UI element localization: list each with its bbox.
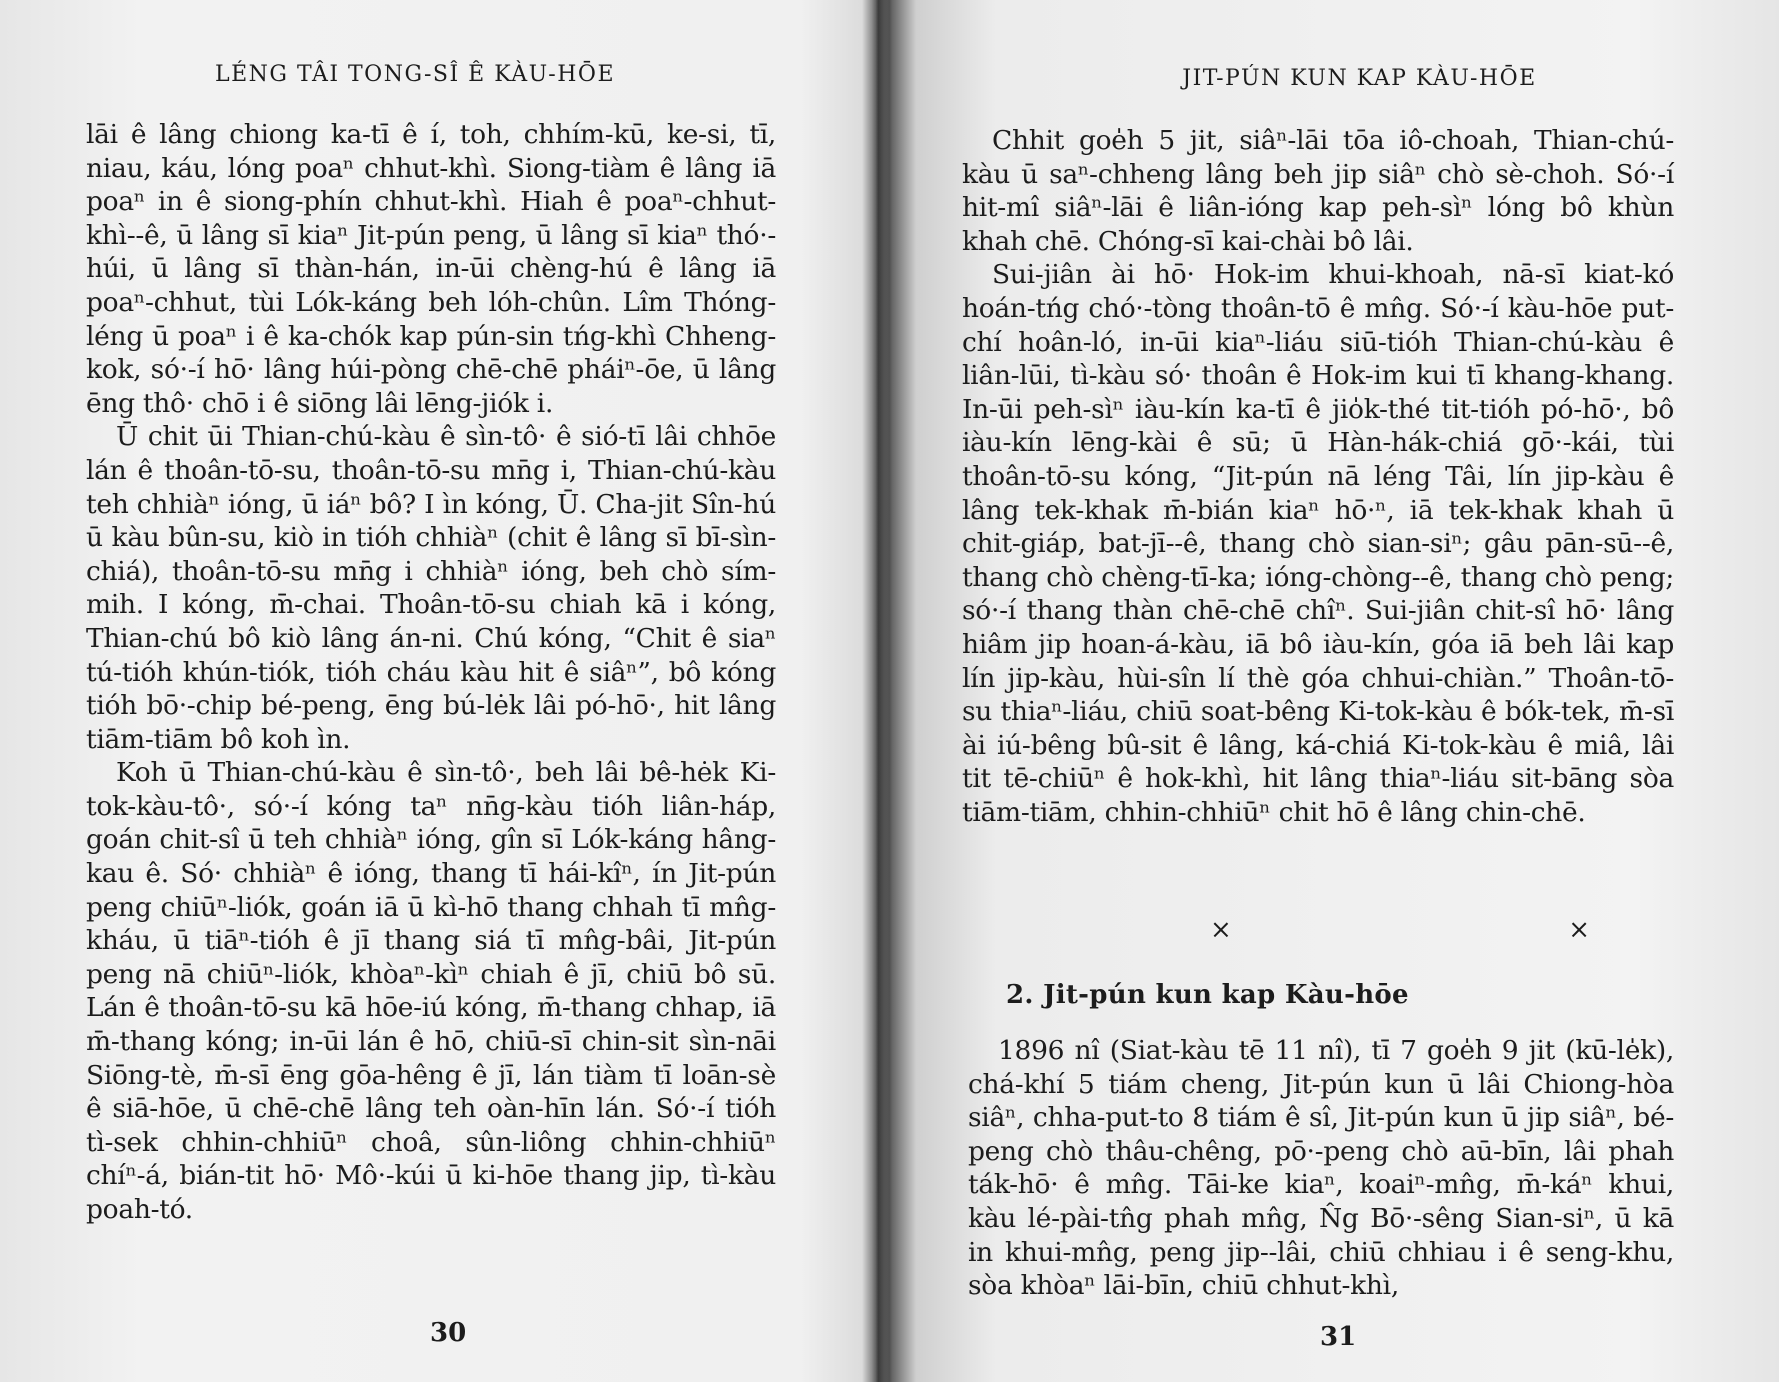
section-separator xyxy=(1210,915,1590,945)
paragraph: 1896 nî (Siat-kàu tē 11 nî), tī 7 goe̍h 9 jit (kū-le̍k), chá-khí 5 tiám cheng, Jit-pún kun ū lâi Chiong-hòa siâⁿ, chha-put-to 8 tiám ê sî, Jit-pún kun ū jip siâⁿ, bé-peng chò thâu-chêng, pō·-peng chò aū-bīn, lâi phah ták-hō· ê mn̂g. Tāi-ke kiaⁿ, koaiⁿ-mn̂g, m̄-káⁿ khui, kàu lé-pài-tn̂g phah mn̂g, N̂g Bō·-sêng Sian-siⁿ, ū kā in khui-mn̂g, peng jip--lâi, chiū chhiau i ê seng-khu, sòa khòaⁿ lāi-bīn, chiū chhut-khì, xyxy=(968,1035,1674,1302)
body-text xyxy=(962,124,1674,829)
running-head: LÉNG TÂI TONG-SÎ Ê KÀU-HŌE xyxy=(214,62,615,87)
paragraph: Sui-jiân ài hō· Hok-im khui-khoah, nā-sī kiat-kó hoán-tńg chó·-tòng thoân-tō ê mn̂g. Só·-í kàu-hōe put-chí hoân-ló, in-ūi kiaⁿ-liáu siū-tióh Thian-chú-kàu ê liân-lūi, tì-kàu só· thoân ê Hok-im kui tī khang-khang. In-ūi peh-sìⁿ iàu-kín ka-tī ê jio̍k-thé tit-tióh pó-hō·, bô iàu-kín lēng-kài ê sū; ū Hàn-hák-chiá gō·-kái, tùi thoân-tō-su kóng, “Jit-pún nā léng Tâi, lín jip-kàu ê lâng tek-khak m̄-bián kiaⁿ hō·ⁿ, iā tek-khak khah ū chit-giáp, bat-jī--ê, thang chò sian-siⁿ; gâu pān-sū--ê, thang chò chèng-tī-ka; ióng-chòng--ê, thang chò peng; só·-í thang thàn chē-chē chîⁿ. Sui-jiân chit-sî hō· lâng hiâm jip hoan-á-kàu, iā bô iàu-kín, góa iā beh lâi kap lín jip-kàu, hùi-sîn lí thè góa chhui-chiàn.” Thoân-tō-su thiaⁿ-liáu, chiū soat-bêng Ki-tok-kàu ê bók-tek, m̄-sī ài iú-bêng bû-sit ê lâng, ká-chiá Ki-tok-kàu ê miâ, lâi tit tē-chiūⁿ ê hok-khì, hit lâng thiaⁿ-liáu sit-bāng sòa tiām-tiām, chhin-chhiūⁿ chit hō ê lâng chin-chē. xyxy=(962,259,1674,828)
page-number: 30 xyxy=(430,1318,467,1348)
paragraph: Koh ū Thian-chú-kàu ê sìn-tô·, beh lâi bê-hėk Ki-tok-kàu-tô·, só·-í kóng taⁿ nn̄g-kàu tióh liân-háp, goán chit-sî ū teh chhiàⁿ ióng, gîn sī Lók-káng hâng-kau ê. Só· chhiàⁿ ê ióng, thang tī hái-kîⁿ, ín Jit-pún peng chiūⁿ-liók, goán iā ū kì-hō thang chhah tī mn̂g-kháu, ū tiāⁿ-tióh ê jī thang siá tī mn̂g-bâi, Jit-pún peng nā chiūⁿ-liók, khòaⁿ-kìⁿ chiah ê jī, chiū bô sū. Lán ê thoân-tō-su kā hōe-iú kóng, m̄-thang chhap, iā m̄-thang kóng; in-ūi lán ê hō, chiū-sī chin-sit sìn-nāi Siōng-tè, m̄-sī ēng gōa-hêng ê jī, lán tiàm tī loān-sè ê siā-hōe, ū chē-chē lâng teh oàn-hīn lán. Só·-í tióh tì-sek chhin-chhiūⁿ choâ, sûn-liông chhin-chhiūⁿ chíⁿ-á, bián-tit hō· Mô·-kúi ū ki-hōe thang jip, tì-kàu poah-tó. xyxy=(86,757,776,1225)
separator-mark: × xyxy=(1568,915,1590,945)
paragraph: Chhit goe̍h 5 jit, siâⁿ-lāi tōa iô-choah, Thian-chú-kàu ū saⁿ-chheng lâng beh jip siâⁿ chò sè-choh. Só·-í hit-mî siâⁿ-lāi ê liân-ióng kap peh-sìⁿ lóng bô khùn khah chē. Chóng-sī kai-chài bô lâi. xyxy=(962,125,1674,257)
running-head: JIT-PÚN KUN KAP KÀU-HŌE xyxy=(1182,66,1537,91)
body-text xyxy=(86,118,776,1227)
page-number: 31 xyxy=(1320,1322,1357,1352)
paragraph: Ū chit ūi Thian-chú-kàu ê sìn-tô· ê sió-tī lâi chhōe lán ê thoân-tō-su, thoân-tō-su mn̄g i, Thian-chú-kàu teh chhiàⁿ ióng, ū iáⁿ bô? I ìn kóng, Ū. Cha-jit Sîn-hú ū kàu bûn-su, kiò in tióh chhiàⁿ (chit ê lâng sī bī-sìn-chiá), thoân-tō-su mn̄g i chhiàⁿ ióng, beh chò sím-mih. I kóng, m̄-chai. Thoân-tō-su chiah kā i kóng, Thian-chú bô kiò lâng án-ni. Chú kóng, “Chit ê siaⁿ tú-tióh khún-tiók, tióh cháu kàu hit ê siâⁿ”, bô kóng tióh bō·-chip bé-peng, ēng bú-lėk lâi pó-hō·, hit lâng tiām-tiām bô koh ìn. xyxy=(86,421,776,755)
paragraph: lāi ê lâng chiong ka-tī ê í, toh, chhím-kū, ke-si, tī, niau, káu, lóng poaⁿ chhut-khì. Siong-tiàm ê lâng iā poaⁿ in ê siong-phín chhut-khì. Hiah ê poaⁿ-chhut-khì--ê, ū lâng sī kiaⁿ Jit-pún peng, ū lâng sī kiaⁿ thó·-húi, ū lâng sī thàn-hán, in-ūi chèng-hú ê lâng iā poaⁿ-chhut, tùi Lók-káng beh lóh-chûn. Lîm Thóng-léng ū poaⁿ i ê ka-chók kap pún-sin tńg-khì Chheng-kok, só·-í hō· lâng húi-pòng chē-chē pháiⁿ-ōe, ū lâng ēng thô· chō i ê siōng lâi lēng-jiók i. xyxy=(86,119,776,419)
right-page xyxy=(900,0,1779,1382)
left-page xyxy=(0,0,870,1382)
section-heading: 2. Jit-pún kun kap Kàu-hōe xyxy=(1006,980,1409,1010)
separator-mark: × xyxy=(1210,915,1232,945)
